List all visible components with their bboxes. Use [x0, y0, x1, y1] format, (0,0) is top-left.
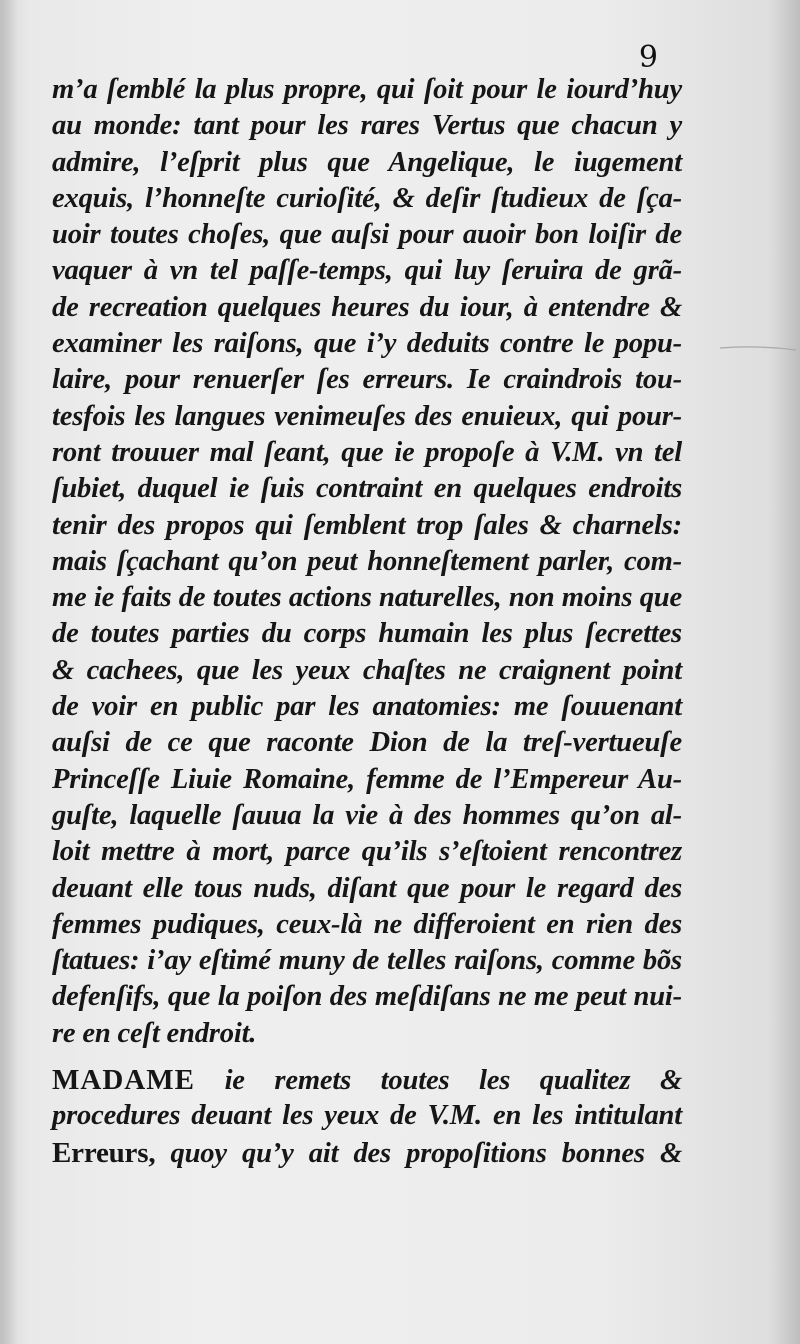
text-run: quoy qu’y ait des propoſitions bonnes & [170, 1137, 682, 1169]
text-line: auſsi de ce que raconte Dion de la treſ-vertueuſe [52, 727, 682, 759]
text-line: loit mettre à mort, parce qu’ils s’eſtoient rencontrez [52, 836, 682, 868]
text-line: defenſifs, que la poiſon des meſdiſans ne me peut nui- [52, 981, 682, 1013]
text-line: procedures deuant les yeux de V.M. en les intitulant [52, 1100, 682, 1132]
text-line: admire, l’eſprit plus que Angelique, le iugement [52, 146, 682, 178]
text-line: tesfois les langues venimeuſes des enuieux, qui pour- [52, 400, 682, 432]
text-line: au monde: tant pour les rares Vertus que chacun y [52, 110, 682, 142]
text-line: m’a ſemblé la plus propre, qui ſoit pour le iourd’huy [52, 74, 682, 105]
text-line: de voir en public par les anatomies: me ſouuenant [52, 691, 682, 723]
page-number: 9 [638, 40, 658, 75]
text-line: re en ceſt endroit. [52, 1017, 257, 1049]
text-line: uoir toutes choſes, que auſsi pour auoir bon loiſir de [52, 219, 682, 251]
body-text [52, 72, 682, 1171]
text-line: mais ſçachant qu’on peut honneſtement parler, com- [52, 545, 682, 577]
text-line: deuant elle tous nuds, diſant que pour le regard des [52, 872, 682, 904]
text-line: ront trouuer mal ſeant, que ie propoſe à V.M. vn tel [52, 436, 682, 468]
text-line: de recreation quelques heures du iour, à entendre & [52, 291, 682, 323]
page-gutter-shadow [0, 0, 18, 1344]
margin-pencil-mark [718, 343, 798, 353]
text-line: me ie faits de toutes actions naturelles, non moins que [52, 582, 682, 614]
text-line: femmes pudiques, ceux-là ne differoient en rien des [52, 908, 682, 940]
text-line: vaquer à vn tel paſſe-temps, qui luy ſeruira de grã- [52, 255, 682, 287]
title-word: Erreurs, [52, 1136, 156, 1169]
text-line: exquis, l’honneſte curioſité, & deſir ſtudieux de ſça- [52, 182, 682, 214]
text-line: ſtatues: i’ay eſtimé muny de telles raiſons, comme bõs [52, 945, 682, 977]
salutation: MADAME [52, 1064, 195, 1097]
text-line: laire, pour renuerſer ſes erreurs. Ie craindrois tou- [52, 364, 682, 396]
text-line: examiner les raiſons, que i’y deduits contre le popu- [52, 328, 682, 360]
text-line: ſubiet, duquel ie ſuis contraint en quelques endroits [52, 473, 682, 505]
text-line: Princeſſe Liuie Romaine, femme de l’Empereur Au- [52, 763, 682, 795]
text-line: de toutes parties du corps humain les plus ſecrettes [52, 618, 682, 650]
text-line [52, 1135, 682, 1171]
paragraph-first-line [52, 1062, 682, 1098]
text-line: tenir des propos qui ſemblent trop ſales & charnels: [52, 509, 682, 541]
text-line: guſte, laquelle ſauua la vie à des hommes qu’on al- [52, 799, 682, 831]
text-line: & cachees, que les yeux chaſtes ne craignent point [52, 654, 682, 686]
text-run: ie remets toutes les qualitez & [224, 1065, 683, 1097]
